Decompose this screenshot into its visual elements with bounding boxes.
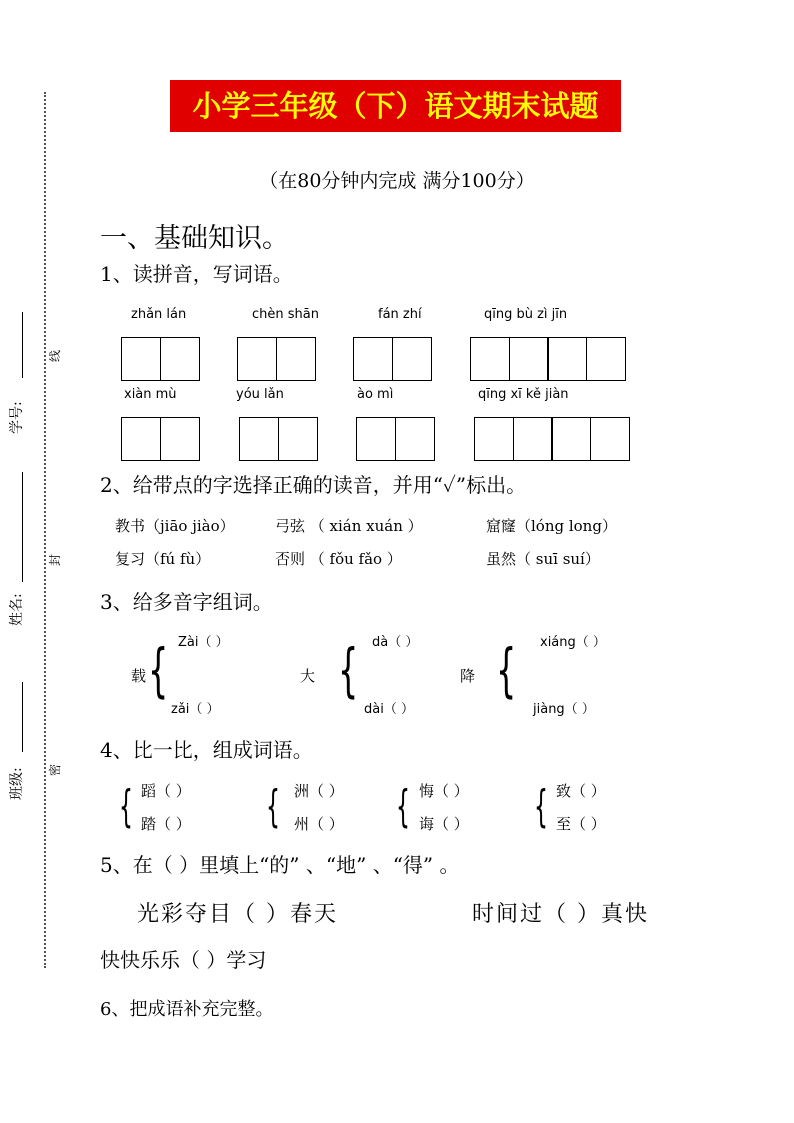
polyphone-reading[interactable]: Zài（ ） (178, 635, 229, 650)
name-label: 姓名: (9, 593, 25, 626)
polyphone-char: 降 (460, 667, 476, 685)
question-5-title: 5、在（ ）里填上“的” 、“地” 、“得” 。 (100, 853, 460, 877)
writing-box-group (470, 337, 624, 381)
polyphone-char: 大 (300, 667, 316, 685)
left-brace: { (396, 781, 410, 832)
seal-secret-mark: 密 (48, 763, 62, 776)
reading-choice[interactable]: 窟窿（lóng long） (486, 517, 617, 535)
left-brace: { (148, 636, 169, 704)
page-title: 小学三年级（下）语文期末试题 (170, 80, 621, 132)
writing-box-group (121, 337, 198, 381)
polyphone-reading[interactable]: jiàng（ ） (533, 702, 595, 717)
polyphone-char: 载 (131, 667, 147, 685)
writing-box[interactable] (395, 417, 435, 461)
writing-box[interactable] (474, 417, 514, 461)
binding-dotted-line (44, 92, 46, 968)
pinyin-label: qīng xī kě jiàn (478, 387, 569, 402)
writing-box[interactable] (237, 337, 277, 381)
seal-line-mark: 线 (48, 349, 62, 362)
writing-box-group (353, 337, 430, 381)
writing-box[interactable] (551, 417, 591, 461)
compare-item[interactable]: 悔（ ） (419, 782, 469, 800)
question-6-title: 6、把成语补充完整。 (100, 999, 274, 1020)
pinyin-label: zhǎn lán (131, 307, 187, 322)
compare-item[interactable]: 致（ ） (556, 782, 606, 800)
reading-choice[interactable]: 否则 （ fǒu fǎo ） (275, 550, 402, 568)
writing-box[interactable] (470, 337, 510, 381)
pinyin-label: xiàn mù (124, 387, 177, 402)
compare-item[interactable]: 洲（ ） (294, 782, 344, 800)
student-id-label: 学号: (9, 401, 25, 434)
polyphone-reading[interactable]: dài（ ） (364, 702, 414, 717)
section-heading-basics: 一、基础知识。 (100, 223, 289, 254)
compare-item[interactable]: 至（ ） (556, 815, 606, 833)
left-brace: { (119, 781, 133, 832)
reading-choice[interactable]: 教书（jiāo jiào） (115, 517, 235, 535)
left-brace: { (338, 636, 359, 704)
left-brace: { (534, 781, 548, 832)
compare-item[interactable]: 蹈（ ） (141, 782, 191, 800)
polyphone-reading[interactable]: zǎi（ ） (171, 702, 220, 717)
writing-box[interactable] (353, 337, 393, 381)
left-brace: { (496, 636, 517, 704)
pinyin-label: fán zhí (378, 307, 422, 322)
writing-box-group (121, 417, 198, 461)
reading-choice[interactable]: 虽然（ suī suí） (486, 550, 600, 568)
pinyin-label: yóu lǎn (236, 387, 284, 402)
writing-box-group (237, 337, 314, 381)
pinyin-label: ào mì (357, 387, 394, 402)
writing-box[interactable] (509, 337, 549, 381)
name-blank (22, 472, 23, 582)
writing-box[interactable] (356, 417, 396, 461)
question-1-title: 1、读拼音，写词语。 (100, 262, 293, 286)
seal-seal-mark: 封 (48, 553, 62, 566)
fill-blank-sentence[interactable]: 光彩夺目（ ）春天 (137, 902, 338, 927)
student-id-blank (22, 312, 23, 378)
writing-box[interactable] (160, 417, 200, 461)
writing-box[interactable] (590, 417, 630, 461)
left-brace: { (266, 781, 280, 832)
class-blank (22, 682, 23, 752)
reading-choice[interactable]: 弓弦 （ xián xuán ） (275, 517, 423, 535)
question-3-title: 3、给多音字组词。 (100, 590, 273, 614)
polyphone-reading[interactable]: dà（ ） (372, 635, 419, 650)
reading-choice[interactable]: 复习（fú fù） (115, 550, 211, 568)
fill-blank-sentence[interactable]: 快快乐乐（ ）学习 (100, 948, 267, 972)
writing-box-group (474, 417, 628, 461)
writing-box[interactable] (586, 337, 626, 381)
writing-box[interactable] (278, 417, 318, 461)
writing-box[interactable] (160, 337, 200, 381)
page-subtitle: （在80分钟内完成 满分100分） (259, 170, 535, 192)
compare-item[interactable]: 州（ ） (294, 815, 344, 833)
polyphone-reading[interactable]: xiáng（ ） (540, 635, 606, 650)
writing-box[interactable] (121, 417, 161, 461)
compare-item[interactable]: 踏（ ） (141, 815, 191, 833)
writing-box-group (356, 417, 433, 461)
question-4-title: 4、比一比，组成词语。 (100, 738, 313, 762)
compare-item[interactable]: 诲（ ） (419, 815, 469, 833)
writing-box[interactable] (276, 337, 316, 381)
writing-box[interactable] (392, 337, 432, 381)
writing-box[interactable] (513, 417, 553, 461)
writing-box[interactable] (239, 417, 279, 461)
pinyin-label: chèn shān (252, 307, 319, 322)
writing-box[interactable] (121, 337, 161, 381)
class-label: 班级: (9, 767, 25, 800)
pinyin-label: qīng bù zì jīn (484, 307, 568, 322)
question-2-title: 2、给带点的字选择正确的读音，并用“✓”标出。 (100, 473, 527, 497)
fill-blank-sentence[interactable]: 时间过（ ）真快 (472, 902, 649, 927)
writing-box-group (239, 417, 316, 461)
writing-box[interactable] (547, 337, 587, 381)
